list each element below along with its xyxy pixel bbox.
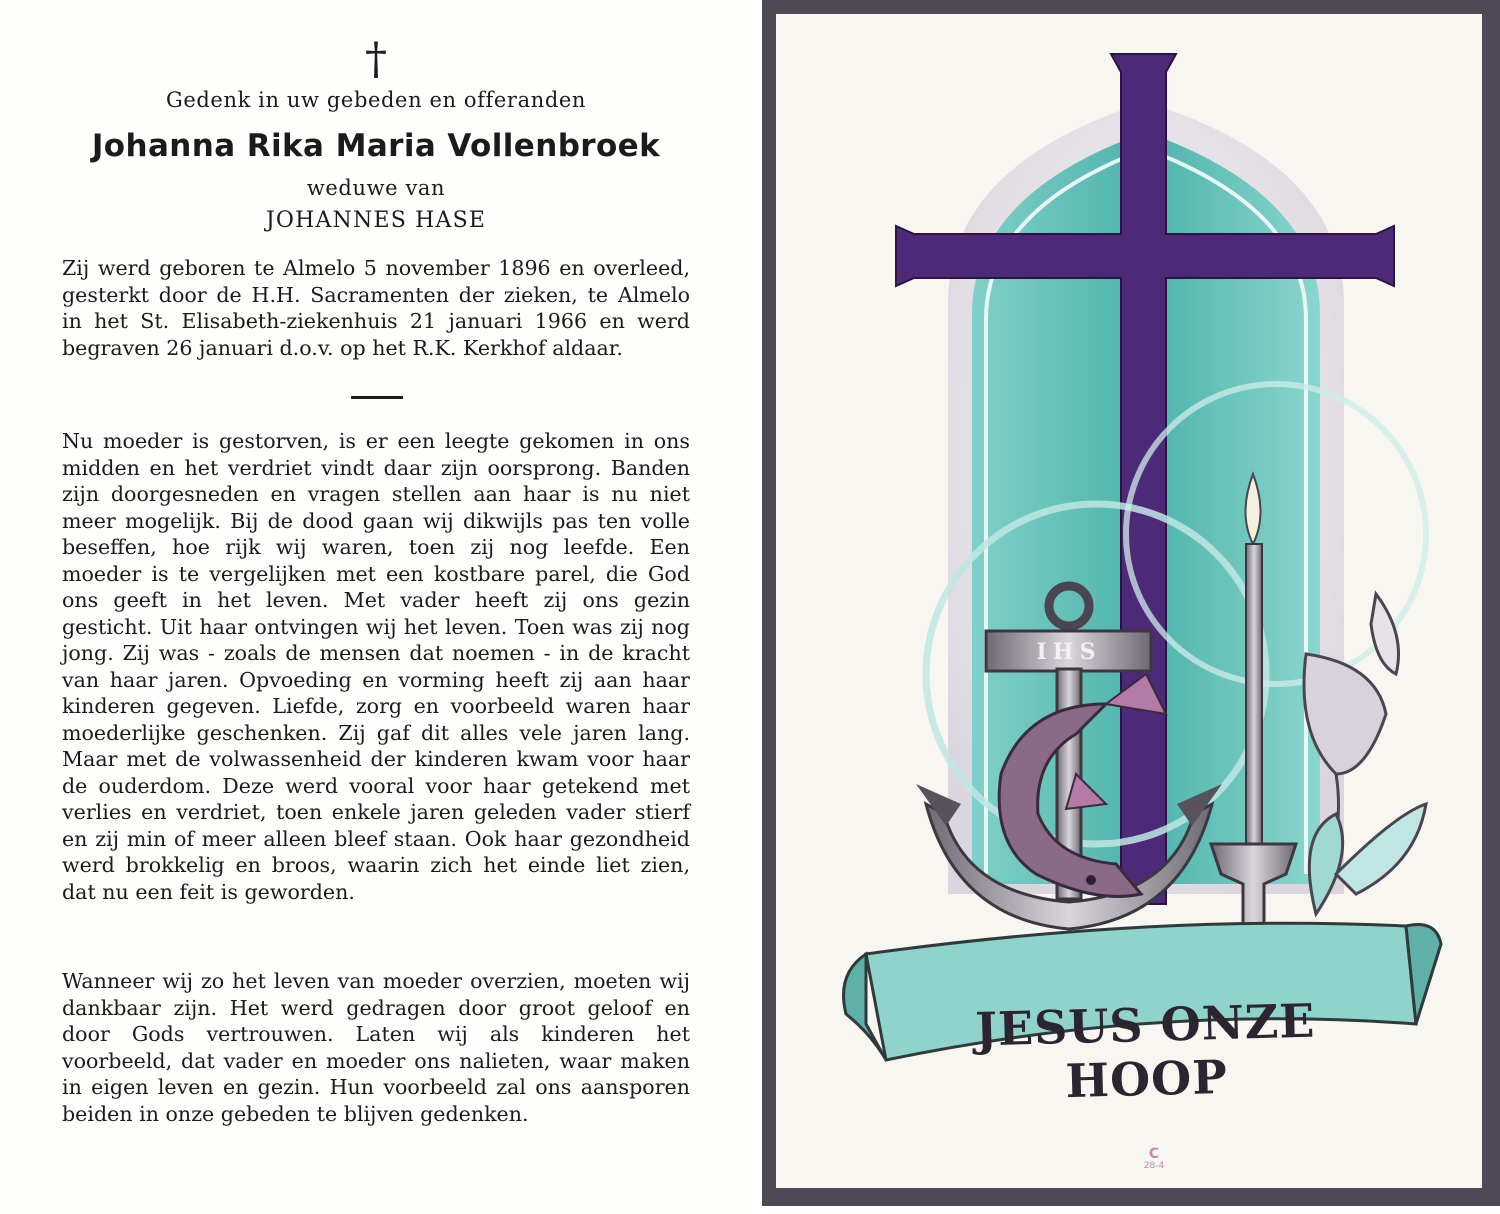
cross-symbol: † xyxy=(365,34,387,85)
printer-mark-letter: C xyxy=(1148,1146,1160,1162)
intro-line: Gedenk in uw gebeden en offeranden xyxy=(165,88,587,112)
picture-card xyxy=(776,14,1482,1188)
deceased-name: Johanna Rika Maria Vollenbroek xyxy=(91,128,661,164)
widow-of-line: weduwe van xyxy=(306,176,446,200)
memorial-paragraph-2: Wanneer wij zo het leven van moeder overzien, moeten wij dankbaar zijn. Het werd gedragen door groot geloof en door Gods vertrouwen. Laten wij als kinderen het voorbeeld, dat vader en moeder ons nalieten, waar maken in eigen leven en gezin. Hun voorbeeld zal ons aansporen beiden in onze gebeden te blijven gedenken. xyxy=(62,969,690,1126)
anchor-monogram: IHS xyxy=(1036,639,1102,665)
memorial-paragraph-1: Nu moeder is gestorven, is er een leegte gekomen in ons midden en het verdriet vindt daar zijn oorsprong. Banden zijn doorgesneden en vragen stellen aan haar is nu niet meer mogelijk. Bij de dood gaan wij dikwijls pas ten volle beseffen, hoe rijk wij waren, toen zij nog leefde. Een moeder is te vergelijken met een kostbare parel, die God ons geeft in het leven. Met vader heeft zij ons gezin gesticht. Uit haar ontvingen wij het leven. Toen was zij nog jong. Zij was - zoals de mensen dat noemen - in de kracht van haar jaren. Opvoeding en vorming heeft zij aan haar kinderen gegeven. Liefde, zorg en voorbeeld waren haar moederlijke geschenken. Zij gaf dit alles vele jaren lang. Maar met de volwassenheid der kinderen kwam voor haar de ouderdom. Deze werd vooral voor haar getekend met verlies en verdriet, toen enkele jaren geleden vader stierf en zij min of meer alleen bleef staan. Ook haar gezondheid werd brokkelig en broos, waarin zich het einde liet zien, dat nu een feit is geworden. xyxy=(62,429,690,904)
divider-rule xyxy=(351,396,403,399)
devotional-picture-page xyxy=(752,0,1500,1214)
spouse-name: JOHANNES HASE xyxy=(265,208,487,233)
banner-text: JESUS ONZE HOOP xyxy=(974,993,1317,1109)
printer-mark xyxy=(1134,1148,1174,1172)
biography-paragraph: Zij werd geboren te Almelo 5 november 1896 en overleed, gesterkt door de H.H. Sacramenten der zieken, te Almelo in het St. Elisabeth-ziekenhuis 21 januari 1966 en werd begraven 26 januari d.o.v. op het R.K. Kerkhof aldaar. xyxy=(62,256,690,360)
picture-frame xyxy=(762,0,1500,1206)
printer-mark-number: 28-4 xyxy=(1143,1161,1165,1171)
